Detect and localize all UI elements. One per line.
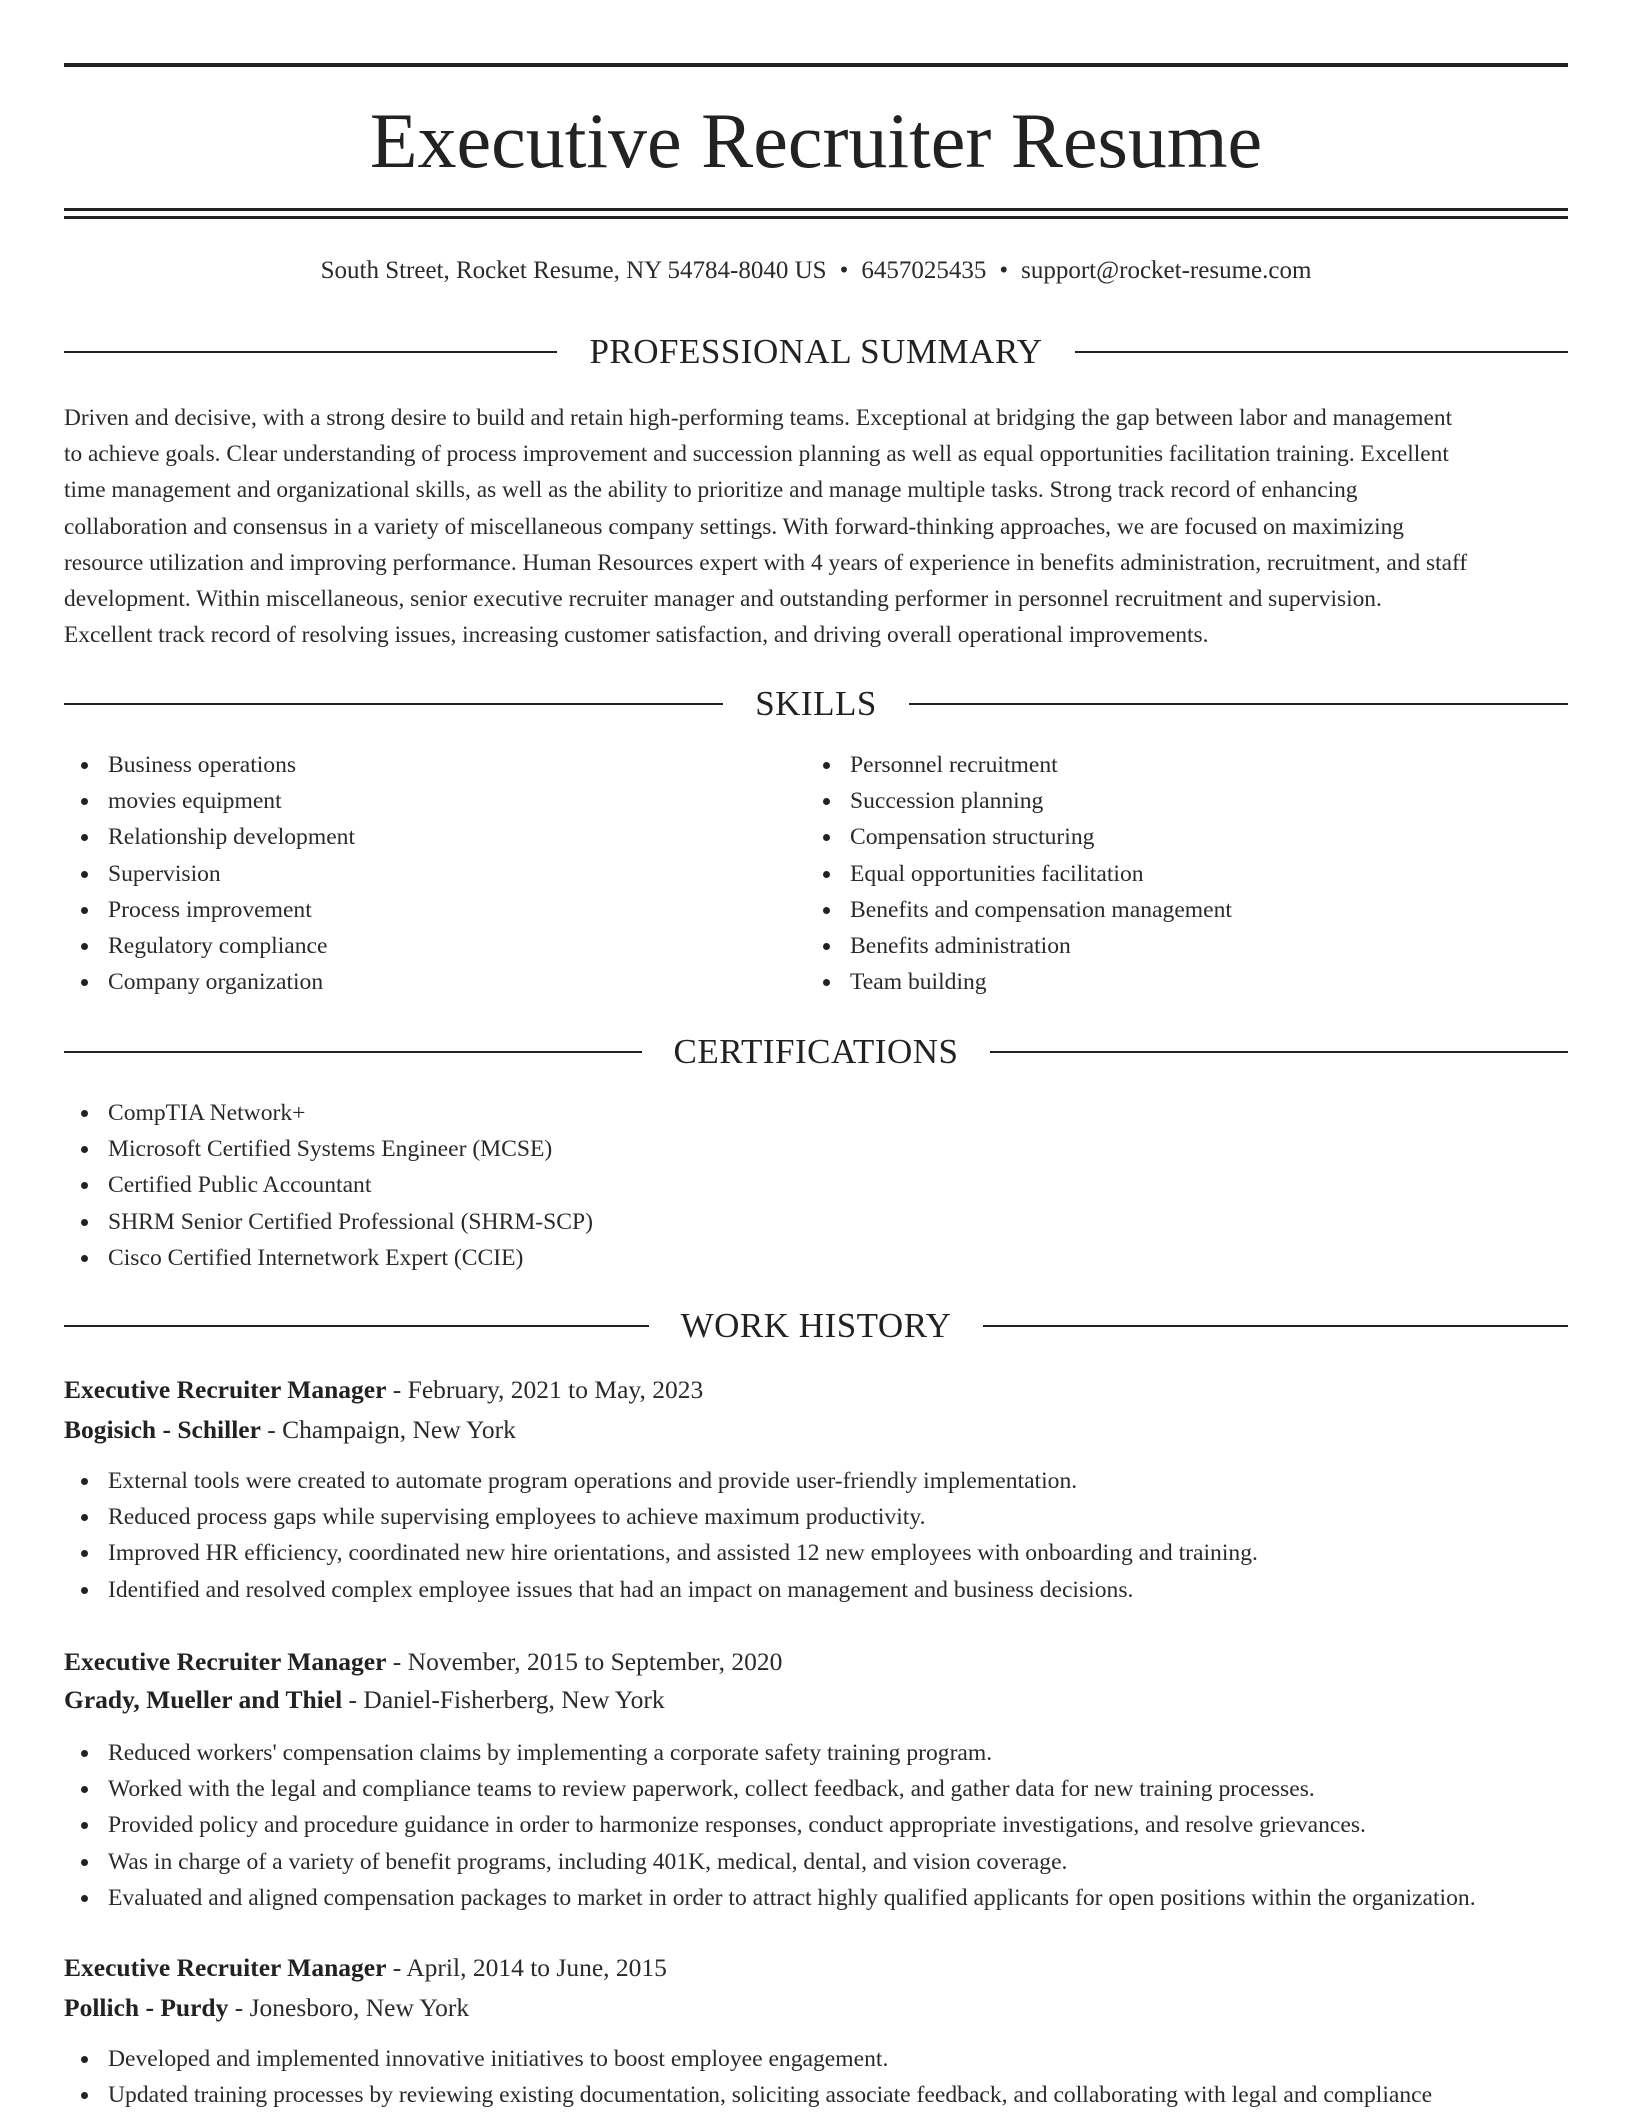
job-bullets (64, 1735, 1476, 1916)
summary-line: Excellent track record of resolving issues, increasing customer satisfaction, and driving overall operational improvements. (64, 622, 1209, 649)
contact-address: South Street, Rocket Resume, NY 54784-8040 US (320, 257, 827, 284)
heading-rule-right (1075, 351, 1568, 353)
heading-rule-left (64, 1051, 642, 1053)
professional-summary (64, 400, 1568, 653)
job-company-line (64, 1682, 665, 1718)
skill-item: Supervision (64, 856, 355, 892)
job-bullet: Identified and resolved complex employee issues that had an impact on management and business decisions. (64, 1572, 1258, 1608)
job-bullet: External tools were created to automate program operations and provide user-friendly implementation. (64, 1463, 1258, 1499)
certification-item: Certified Public Accountant (64, 1167, 593, 1203)
skill-item: Process improvement (64, 892, 355, 928)
job-title-line (64, 1372, 703, 1408)
job-location: - Jonesboro, New York (228, 1993, 470, 2022)
job-bullet: Was in charge of a variety of benefit programs, including 401K, medical, dental, and vision coverage. (64, 1844, 1476, 1880)
summary-line: development. Within miscellaneous, senior executive recruiter manager and outstanding performer in personnel recruitment and supervision. (64, 586, 1382, 613)
job-company: Grady, Mueller and Thiel (64, 1685, 343, 1714)
certification-item: SHRM Senior Certified Professional (SHRM-SCP) (64, 1204, 593, 1240)
summary-line: collaboration and consensus in a variety of miscellaneous company settings. With forward-thinking approaches, we are focused on maximizing (64, 513, 1404, 540)
skill-item: Equal opportunities facilitation (806, 856, 1232, 892)
section-heading-label: PROFESSIONAL SUMMARY (589, 332, 1043, 371)
job-company: Pollich - Purdy (64, 1993, 229, 2022)
job-dates: - February, 2021 to May, 2023 (386, 1375, 704, 1404)
contact-line (64, 254, 1568, 288)
job-bullets (64, 1463, 1258, 1608)
header-double-rule-upper (64, 208, 1568, 211)
job-dates: - April, 2014 to June, 2015 (386, 1953, 667, 1982)
skill-item: Regulatory compliance (64, 928, 355, 964)
skills-list-left (64, 747, 355, 1000)
job-bullet: Reduced process gaps while supervising employees to achieve maximum productivity. (64, 1499, 1258, 1535)
job-bullet: Developed and implemented innovative initiatives to boost employee engagement. (64, 2041, 1432, 2077)
section-heading-label: SKILLS (755, 684, 877, 723)
contact-phone: 6457025435 (861, 257, 987, 284)
skill-item: Succession planning (806, 783, 1232, 819)
heading-rule-left (64, 1325, 649, 1327)
header-double-rule-lower (64, 216, 1568, 219)
skill-item: Business operations (64, 747, 355, 783)
skill-item: Relationship development (64, 819, 355, 855)
resume-title: Executive Recruiter Resume (369, 97, 1263, 184)
job-company-line (64, 1990, 469, 2026)
skill-item: Benefits administration (806, 928, 1232, 964)
contact-email: support@rocket-resume.com (1021, 257, 1312, 284)
job-location: - Daniel-Fisherberg, New York (342, 1685, 665, 1714)
summary-line: to achieve goals. Clear understanding of process improvement and succession planning as well as equal opportunities facilitation training. Excellent (64, 441, 1449, 468)
section-heading-label: CERTIFICATIONS (673, 1032, 959, 1071)
contact-separator: • (999, 257, 1009, 284)
job-bullet: Provided policy and procedure guidance in order to harmonize responses, conduct appropriate investigations, and resolve grievances. (64, 1807, 1476, 1843)
skill-item: Benefits and compensation management (806, 892, 1232, 928)
section-heading-work-history (64, 1304, 1568, 1348)
job-title: Executive Recruiter Manager (64, 1953, 387, 1982)
certifications-list (64, 1095, 593, 1276)
job-bullet: Updated training processes by reviewing existing documentation, soliciting associate feedback, and collaborating with legal and compliance (64, 2077, 1432, 2113)
skill-item: Personnel recruitment (806, 747, 1232, 783)
section-heading-certifications (64, 1030, 1568, 1074)
heading-rule-left (64, 703, 723, 705)
summary-line: time management and organizational skills, as well as the ability to prioritize and manage multiple tasks. Strong track record of enhancing (64, 477, 1358, 504)
job-dates: - November, 2015 to September, 2020 (386, 1647, 783, 1676)
section-heading-label: WORK HISTORY (680, 1306, 952, 1345)
certification-item: Cisco Certified Internetwork Expert (CCIE) (64, 1240, 593, 1276)
summary-line: resource utilization and improving performance. Human Resources expert with 4 years of experience in benefits administration, recruitment, and staff (64, 549, 1468, 576)
certification-item: CompTIA Network+ (64, 1095, 593, 1131)
job-company-line (64, 1412, 516, 1448)
job-location: - Champaign, New York (260, 1415, 516, 1444)
skill-item: Company organization (64, 964, 355, 1000)
header-top-rule (64, 63, 1568, 67)
job-bullet: Worked with the legal and compliance teams to review paperwork, collect feedback, and gather data for new training processes. (64, 1771, 1476, 1807)
skill-item: Team building (806, 964, 1232, 1000)
heading-rule-right (990, 1051, 1568, 1053)
heading-rule-right (909, 703, 1568, 705)
section-heading-summary (64, 330, 1568, 374)
skills-list-right (806, 747, 1232, 1000)
certification-item: Microsoft Certified Systems Engineer (MCSE) (64, 1131, 593, 1167)
job-title: Executive Recruiter Manager (64, 1647, 387, 1676)
job-title: Executive Recruiter Manager (64, 1375, 387, 1404)
job-bullets (64, 2041, 1432, 2113)
job-company: Bogisich - Schiller (64, 1415, 261, 1444)
job-bullet: Improved HR efficiency, coordinated new hire orientations, and assisted 12 new employees with onboarding and training. (64, 1535, 1258, 1571)
job-bullet: Evaluated and aligned compensation packages to market in order to attract highly qualified applicants for open positions within the organization. (64, 1880, 1476, 1916)
skill-item: Compensation structuring (806, 819, 1232, 855)
job-title-line (64, 1644, 782, 1680)
contact-separator: • (839, 257, 849, 284)
job-title-line (64, 1950, 667, 1986)
skill-item: movies equipment (64, 783, 355, 819)
summary-line: Driven and decisive, with a strong desire to build and retain high-performing teams. Exceptional at bridging the gap between labor and management (64, 405, 1453, 431)
section-heading-skills (64, 682, 1568, 726)
heading-rule-right (983, 1325, 1568, 1327)
job-bullet: Reduced workers' compensation claims by implementing a corporate safety training program. (64, 1735, 1476, 1771)
heading-rule-left (64, 351, 557, 353)
